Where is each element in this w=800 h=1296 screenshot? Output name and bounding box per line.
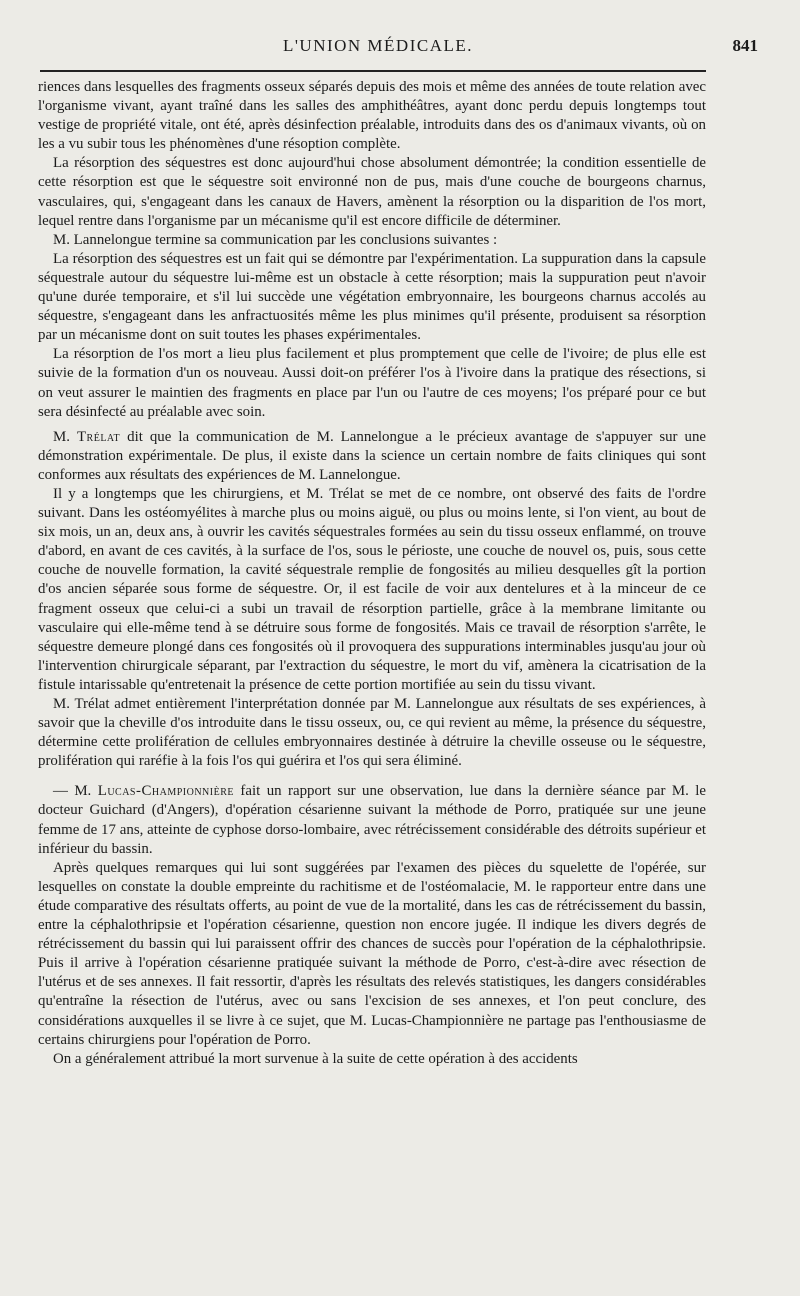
paragraph: riences dans lesquelles des fragments osseux séparés depuis des mois et même des années de toute relation avec l'organisme vivant, ayant traîné dans les salles des amphithéâtres, ayant donc perdu depuis longtemps tout vestige de propriété vitale, ont été, après désinfection préalable, introduits dans des os d'animaux vivants, où on les a vu subir tous les phénomènes d'une résoption complète. [38,79,706,153]
paragraph-text: fait un rapport sur une observation, lue dans la dernière séance par M. le docteur Guichard (d'Angers), d'opération césarienne suivant la méthode de Porro, pratiquée sur une jeune femme de 17 ans, atteinte de cyphose dorso-lombaire, avec rétrécissement considérable des détroits supérieur et inférieur du bassin. [38,783,706,857]
paragraph: On a généralement attribué la mort survenue à la suite de cette opération à des accidents [53,1050,578,1067]
paragraph: M. Lannelongue termine sa communication par les conclusions suivantes : [53,231,498,248]
paragraph: La résorption des séquestres est donc aujourd'hui chose absolument démontrée; la condition essentielle de cette résorption est que le séquestre soit environné non de pus, mais d'une couche de bourgeons charnus, vasculaires, qui, s'engageant dans les canaux de Havers, amènent la résorption ou la disparition de l'os mort, lequel rentre dans l'organisme par un mécanisme qu'il est encore difficile de déterminer. [38,155,706,229]
running-head [52,36,758,60]
dash-prefix: — M. [53,783,98,800]
page-number: 841 [732,36,758,55]
paragraph: Après quelques remarques qui lui sont suggérées par l'examen des pièces du squelette de l'opérée, sur lesquelles on constate la double empreinte du rachitisme et de l'ostéomalacie, M. le rapporteur entre dans une étude comparative des résultats offerts, au point de vue de la mortalité, dans les cas de rétrécissement du bassin, entre la céphalothripsie et l'opération césarienne, question non encore jugée. Il indique les divers degrés de rétrécissement du bassin qui lui paraissent offrir des chances de succès pour l'opération de la céphalothripsie. Puis il arrive à l'opération césarienne pratiquée suivant la méthode de Porro, c'est-à-dire avec résection de l'utérus et de ses annexes. Il fait ressortir, d'après les résultats des relevés statistiques, les dangers considérables qu'entraîne la résection de l'utérus, avec ou sans l'excision de ses annexes, et l'on peut conclure, des considérations auxquelles il se livre à ce sujet, que M. Lucas-Championnière ne partage pas l'enthousiasme de certains chirurgiens pour l'opération de Porro. [38,859,706,1048]
paragraph: M. Trélat dit que la communication de M. Lannelongue a le précieux avantage de s'appuyer sur une démonstration expérimentale. De plus, il existe dans la science un certain nombre de faits cliniques qui sont conformes aux résultats des expériences de M. Lannelongue. [38,428,706,483]
header-rule [40,70,706,72]
paragraph-text: dit que la communication de M. Lannelongue a le précieux avantage de s'appuyer sur une démonstration expérimentale. De plus, il existe dans la science un certain nombre de faits cliniques qui sont conformes aux résultats des expériences de M. Lannelongue. [38,428,706,483]
paragraph: Il y a longtemps que les chirurgiens, et M. Trélat se met de ce nombre, ont observé des faits de l'ordre suivant. Dans les ostéomyélites à marche plus ou moins aiguë, ou plus ou moins lente, si l'on vient, au bout de six mois, un an, deux ans, à ouvrir les cavités séquestrales formées au sein du tissu osseux enflammé, on trouve d'abord, en avant de ces cavités, à la surface de l'os, sous le périoste, une couche de nouvel os, puis, sous cette couche de nouvelle formation, la cavité séquestrale remplie de fongosités au milieu desquelles gît la portion d'os ancien séparée sous forme de séquestre. Or, il est facile de voir aux dentelures et à la minceur de ce fragment osseux que celui-ci a subi un travail de résorption partielle, grâce à la membrane limitante ou vasculaire qui elle-même tend à se détruire sous forme de fongosités. Mais ce travail de résorption s'arrête, le séquestre demeure plongé dans ces fongosités où il provoquera des suppurations interminables jusqu'au jour où l'intervention chirurgicale séparant, par l'extraction du séquestre, le mort du vif, amènera la cicatrisation de la fistule intarissable qu'entretenait la présence de cette portion mortifiée au sein du tissu vivant. [38,485,706,693]
running-title: L'UNION MÉDICALE. [282,36,474,55]
paragraph: M. Trélat admet entièrement l'interprétation donnée par M. Lannelongue aux résultats de ses expériences, à savoir que la cheville d'os introduite dans le tissu osseux, ou, ce qui revient au même, la présence du séquestre, détermine cette prolifération de cellules embryonnaires destinée à détruire la cheville osseuse ou le séquestre, prolifération qui raréfie à la fois l'os qui guérira et l'os qui sera éliminé. [38,696,706,770]
paragraph: La résorption de l'os mort a lieu plus facilement et plus promptement que celle de l'ivoire; de plus elle est suivie de la formation d'un os nouveau. Aussi doit-on préférer l'os à l'ivoire dans la pratique des résections, si on veut assurer le maintien des fragments en place par l'un ou l'autre de ces moyens; l'os préparé pour ce but sera désinfecté au préalable avec soin. [38,346,706,420]
article-body [38,78,706,1069]
speaker-name: Trélat [76,428,121,445]
paragraph: La résorption des séquestres est un fait qui se démontre par l'expérimentation. La suppuration dans la capsule séquestrale autour du séquestre lui-même est un obstacle à cette résorption; mais la suppuration peut n'avoir qu'une durée temporaire, et s'il lui succède une végétation embryonnaire, les bourgeons charnus accolés au séquestre, s'engageant dans les anfractuosités même les plus minimes qu'il présente, produisent sa résorption par un mécanisme dont on suit toutes les phases expérimentales. [38,250,706,344]
speaker-name: Lucas-Championnière [97,783,234,800]
paragraph [38,782,706,858]
